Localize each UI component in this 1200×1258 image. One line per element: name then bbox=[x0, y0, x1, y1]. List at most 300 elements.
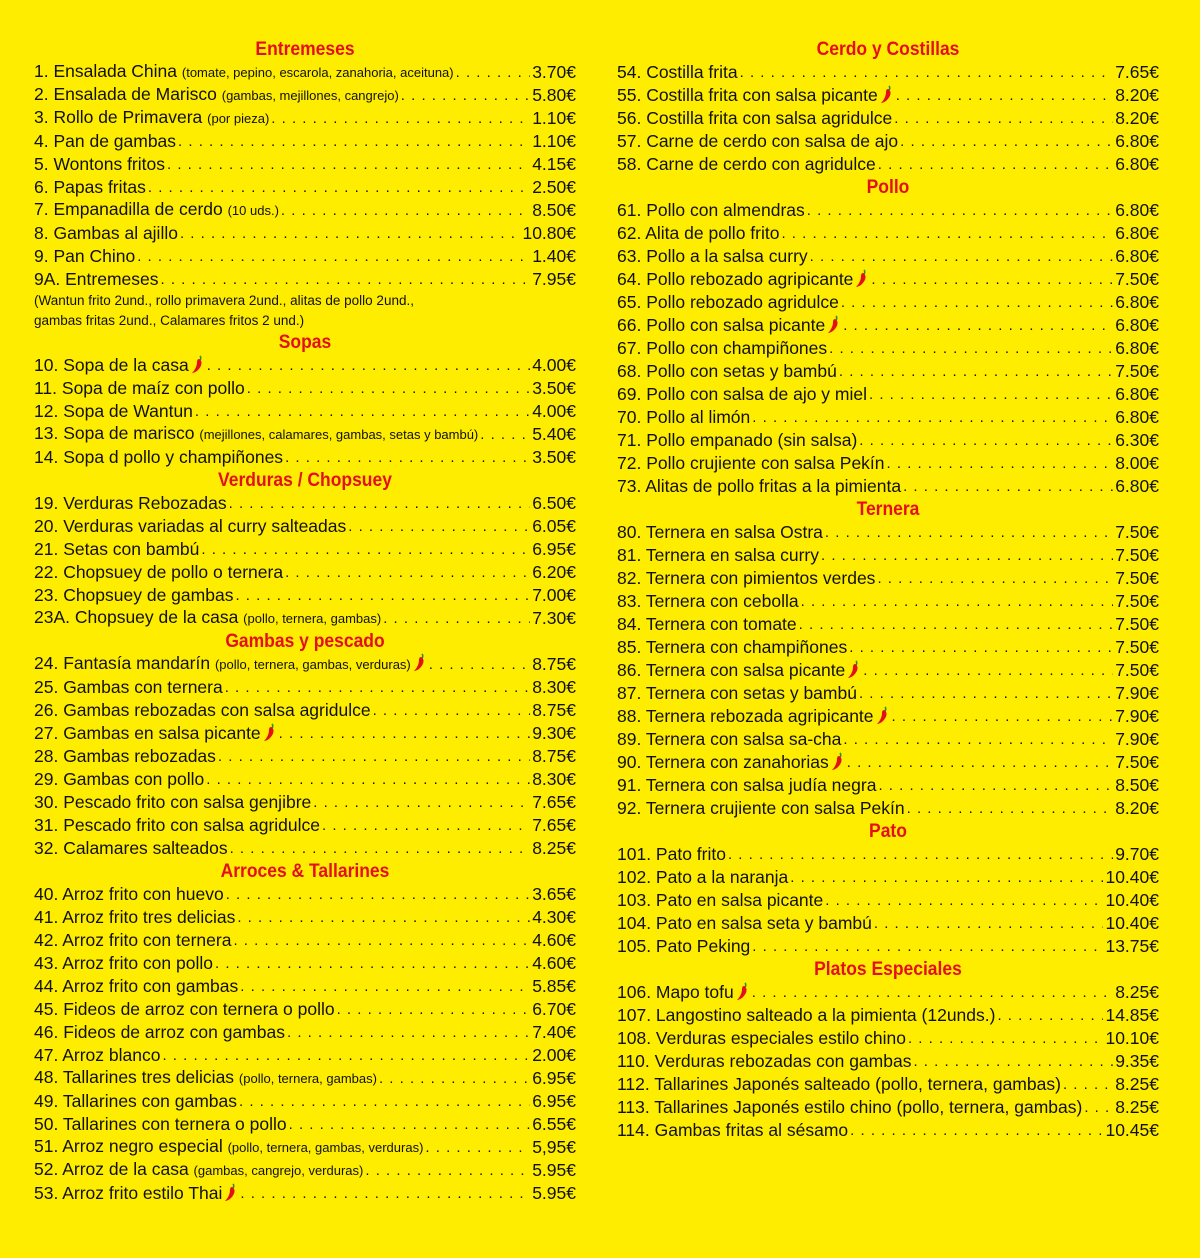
dot-leader bbox=[869, 383, 1113, 406]
item-name: 7. Empanadilla de cerdo bbox=[34, 199, 228, 219]
dot-leader bbox=[825, 521, 1113, 544]
item-price: 7.95€ bbox=[532, 269, 576, 289]
dot-leader bbox=[281, 199, 530, 222]
item-name: 82. Ternera con pimientos verdes bbox=[617, 568, 876, 588]
item-name: 110. Verduras rebozadas con gambas bbox=[617, 1051, 912, 1071]
dot-leader bbox=[752, 935, 1103, 958]
menu-item bbox=[34, 538, 576, 561]
menu-item bbox=[617, 774, 1159, 797]
item-name: 24. Fantasía mandarín bbox=[34, 653, 215, 673]
item-name: 47. Arroz blanco bbox=[34, 1045, 161, 1065]
item-name: 86. Ternera con salsa picante bbox=[617, 660, 846, 680]
item-price: 7.50€ bbox=[1115, 614, 1159, 634]
menu-item bbox=[34, 61, 576, 84]
menu-item bbox=[34, 268, 576, 291]
menu-item bbox=[34, 84, 576, 107]
dot-leader bbox=[401, 84, 530, 107]
menu-section-verduras-chopsuey bbox=[34, 469, 576, 630]
item-price: 3.50€ bbox=[532, 378, 576, 398]
menu-item bbox=[617, 751, 1159, 774]
item-price: 7.50€ bbox=[1115, 660, 1159, 680]
menu-item bbox=[617, 613, 1159, 636]
item-name: 5. Wontons fritos bbox=[34, 154, 165, 174]
item-price: 6.80€ bbox=[1115, 338, 1159, 358]
item-price: 8.20€ bbox=[1115, 108, 1159, 128]
item-name: 84. Ternera con tomate bbox=[617, 614, 797, 634]
item-note: (pollo, ternera, gambas) bbox=[238, 1071, 377, 1086]
dot-leader bbox=[313, 791, 530, 814]
item-price: 6.50€ bbox=[532, 493, 576, 513]
menu-item bbox=[34, 1021, 576, 1044]
menu-item bbox=[34, 745, 576, 768]
dot-leader bbox=[913, 1050, 1113, 1073]
item-price: 6.80€ bbox=[1115, 407, 1159, 427]
item-price: 5.95€ bbox=[532, 1183, 576, 1203]
dot-leader bbox=[843, 314, 1113, 337]
dot-leader bbox=[162, 1044, 530, 1067]
item-price: 7.50€ bbox=[1115, 637, 1159, 657]
item-price: 8.00€ bbox=[1115, 453, 1159, 473]
item-name: 69. Pollo con salsa de ajo y miel bbox=[617, 384, 867, 404]
item-price: 1.40€ bbox=[532, 246, 576, 266]
item-note: (mejillones, calamares, gambas, setas y bambú) bbox=[199, 427, 479, 442]
dot-leader bbox=[271, 107, 530, 130]
dot-leader bbox=[801, 590, 1114, 613]
menu-item bbox=[617, 245, 1159, 268]
item-price: 7.90€ bbox=[1115, 683, 1159, 703]
item-name: 42. Arroz frito con ternera bbox=[34, 930, 232, 950]
item-price: 1.10€ bbox=[532, 108, 576, 128]
dot-leader bbox=[859, 682, 1113, 705]
dot-leader bbox=[215, 952, 530, 975]
dot-leader bbox=[289, 1113, 531, 1136]
dot-leader bbox=[859, 429, 1113, 452]
menu-item bbox=[617, 1027, 1159, 1050]
menu-item bbox=[617, 590, 1159, 613]
item-price: 10.40€ bbox=[1105, 890, 1159, 910]
menu-item bbox=[34, 929, 576, 952]
dot-leader bbox=[240, 975, 530, 998]
menu-item bbox=[617, 866, 1159, 889]
dot-leader bbox=[997, 1004, 1103, 1027]
item-price: 14.85€ bbox=[1105, 1005, 1159, 1025]
dot-leader bbox=[167, 153, 530, 176]
item-price: 4.60€ bbox=[532, 930, 576, 950]
item-name: 65. Pollo rebozado agridulce bbox=[617, 292, 839, 312]
item-name: 103. Pato en salsa picante bbox=[617, 890, 824, 910]
dot-leader bbox=[752, 406, 1113, 429]
chili-pepper-icon bbox=[847, 660, 861, 679]
item-price: 6.80€ bbox=[1115, 154, 1159, 174]
menu-item bbox=[617, 452, 1159, 475]
dot-leader bbox=[887, 452, 1114, 475]
menu-item bbox=[617, 291, 1159, 314]
item-name: 70. Pollo al limón bbox=[617, 407, 751, 427]
item-note: (pollo, ternera, gambas, verduras) bbox=[214, 657, 411, 672]
menu-item bbox=[617, 475, 1159, 498]
menu-item bbox=[34, 1067, 576, 1090]
dot-leader bbox=[235, 584, 530, 607]
section-title: Sopas bbox=[278, 332, 332, 353]
dot-leader bbox=[752, 981, 1113, 1004]
item-price: 5.40€ bbox=[532, 424, 576, 444]
menu-item bbox=[617, 337, 1159, 360]
menu-item bbox=[34, 1182, 576, 1205]
dot-leader bbox=[207, 354, 531, 377]
item-price: 10.40€ bbox=[1105, 913, 1159, 933]
item-name: 92. Ternera crujiente con salsa Pekín bbox=[617, 798, 905, 818]
item-price: 8.25€ bbox=[1115, 982, 1159, 1002]
item-note: (tomate, pepino, escarola, zanahoria, aceituna) bbox=[181, 65, 454, 80]
item-name: 105. Pato Peking bbox=[617, 936, 751, 956]
menu-item bbox=[34, 676, 576, 699]
dot-leader bbox=[892, 705, 1114, 728]
item-price: 5.95€ bbox=[532, 1160, 576, 1180]
menu-item bbox=[34, 400, 576, 423]
menu-item bbox=[34, 1044, 576, 1067]
item-name: 58. Carne de cerdo con agridulce bbox=[617, 154, 876, 174]
dot-leader bbox=[237, 906, 530, 929]
item-price: 4.60€ bbox=[532, 953, 576, 973]
dot-leader bbox=[894, 107, 1113, 130]
item-price: 7.50€ bbox=[1115, 522, 1159, 542]
menu-item bbox=[617, 199, 1159, 222]
menu-item bbox=[34, 906, 576, 929]
item-name: 10. Sopa de la casa bbox=[34, 355, 189, 375]
item-name: 45. Fideos de arroz con ternera o pollo bbox=[34, 999, 335, 1019]
item-price: 6.80€ bbox=[1115, 246, 1159, 266]
item-price: 9.35€ bbox=[1115, 1051, 1159, 1071]
dot-leader bbox=[821, 544, 1113, 567]
item-name: 57. Carne de cerdo con salsa de ajo bbox=[617, 131, 899, 151]
menu-section-pato bbox=[617, 820, 1159, 958]
menu-column-left bbox=[34, 38, 576, 1205]
menu-item bbox=[617, 429, 1159, 452]
item-name: 53. Arroz frito estilo Thai bbox=[34, 1183, 223, 1203]
item-price: 9.30€ bbox=[532, 723, 576, 743]
menu-item bbox=[617, 1004, 1159, 1027]
chili-pepper-icon bbox=[855, 269, 869, 288]
item-price: 7.50€ bbox=[1115, 752, 1159, 772]
item-price: 6.80€ bbox=[1115, 384, 1159, 404]
item-name: 55. Costilla frita con salsa picante bbox=[617, 85, 878, 105]
item-name: 90. Ternera con zanahorias bbox=[617, 752, 829, 772]
menu-item bbox=[617, 912, 1159, 935]
menu-section-entremeses bbox=[34, 38, 576, 331]
menu-section-cerdo-y-costillas bbox=[617, 38, 1159, 176]
dot-leader bbox=[148, 176, 530, 199]
menu-item bbox=[617, 268, 1159, 291]
dot-leader bbox=[850, 1119, 1103, 1142]
menu-item bbox=[34, 722, 576, 745]
dot-leader bbox=[239, 1090, 530, 1113]
item-price: 7.30€ bbox=[532, 608, 576, 628]
item-price: 5.85€ bbox=[532, 976, 576, 996]
dot-leader bbox=[908, 1027, 1104, 1050]
chili-pepper-icon bbox=[736, 982, 750, 1001]
dot-leader bbox=[807, 199, 1113, 222]
item-price: 5,95€ bbox=[532, 1137, 576, 1157]
menu-item bbox=[34, 1090, 576, 1113]
item-name: 63. Pollo a la salsa curry bbox=[617, 246, 808, 266]
dot-leader bbox=[896, 84, 1114, 107]
chili-pepper-icon bbox=[831, 752, 845, 771]
menu-item bbox=[34, 883, 576, 906]
dot-leader bbox=[843, 728, 1113, 751]
item-name: 4. Pan de gambas bbox=[34, 131, 177, 151]
item-price: 2.00€ bbox=[532, 1045, 576, 1065]
menu-section-pollo bbox=[617, 176, 1159, 498]
item-price: 6.30€ bbox=[1115, 430, 1159, 450]
menu-item bbox=[617, 1096, 1159, 1119]
menu-item bbox=[34, 1136, 576, 1159]
menu-item bbox=[34, 998, 576, 1021]
item-price: 8.30€ bbox=[532, 769, 576, 789]
item-price: 6.20€ bbox=[532, 562, 576, 582]
dot-leader bbox=[365, 1159, 530, 1182]
item-name: 21. Setas con bambú bbox=[34, 539, 200, 559]
item-price: 7.90€ bbox=[1115, 729, 1159, 749]
dot-leader bbox=[456, 61, 531, 84]
item-name: 13. Sopa de marisco bbox=[34, 423, 200, 443]
menu-item bbox=[34, 607, 576, 630]
menu-item bbox=[617, 1119, 1159, 1142]
menu-item bbox=[617, 567, 1159, 590]
item-name: 64. Pollo rebozado agripicante bbox=[617, 269, 854, 289]
menu-item bbox=[34, 837, 576, 860]
chili-pepper-icon bbox=[224, 1183, 238, 1202]
menu-item bbox=[34, 354, 576, 377]
dot-leader bbox=[287, 1021, 530, 1044]
item-price: 5.80€ bbox=[532, 85, 576, 105]
item-price: 8.50€ bbox=[532, 200, 576, 220]
dot-leader bbox=[195, 400, 530, 423]
menu-item bbox=[617, 659, 1159, 682]
item-name: 113. Tallarines Japonés estilo chino (pollo, ternera, gambas) bbox=[617, 1097, 1083, 1117]
menu-column-right bbox=[617, 38, 1159, 1142]
item-name: 102. Pato a la naranja bbox=[617, 867, 789, 887]
dot-leader bbox=[878, 774, 1113, 797]
item-name: 108. Verduras especiales estilo chino bbox=[617, 1028, 906, 1048]
menu-item bbox=[617, 705, 1159, 728]
dot-leader bbox=[841, 291, 1113, 314]
menu-item bbox=[617, 84, 1159, 107]
dot-leader bbox=[285, 446, 530, 469]
section-title: Platos Especiales bbox=[814, 959, 962, 980]
item-name: 25. Gambas con ternera bbox=[34, 677, 223, 697]
menu-item bbox=[34, 130, 576, 153]
menu-item bbox=[617, 797, 1159, 820]
menu-item bbox=[617, 889, 1159, 912]
item-name: 68. Pollo con setas y bambú bbox=[617, 361, 837, 381]
dot-leader bbox=[728, 843, 1113, 866]
item-name: 52. Arroz de la casa bbox=[34, 1159, 194, 1179]
item-name: 89. Ternera con salsa sa-cha bbox=[617, 729, 842, 749]
item-name: 1. Ensalada China bbox=[34, 61, 182, 81]
menu-item bbox=[34, 699, 576, 722]
section-title: Pollo bbox=[866, 177, 910, 198]
item-price: 10.10€ bbox=[1105, 1028, 1159, 1048]
item-name: 44. Arroz frito con gambas bbox=[34, 976, 239, 996]
menu-item bbox=[617, 728, 1159, 751]
item-name: 62. Alita de pollo frito bbox=[617, 223, 780, 243]
dot-leader bbox=[178, 130, 530, 153]
menu-item bbox=[617, 1073, 1159, 1096]
menu-item bbox=[34, 1113, 576, 1136]
item-name: 19. Verduras Rebozadas bbox=[34, 493, 227, 513]
item-name: 23. Chopsuey de gambas bbox=[34, 585, 234, 605]
dot-leader bbox=[1084, 1096, 1113, 1119]
item-name: 88. Ternera rebozada agripicante bbox=[617, 706, 874, 726]
item-price: 6.70€ bbox=[532, 999, 576, 1019]
menu-item bbox=[617, 107, 1159, 130]
item-name: 49. Tallarines con gambas bbox=[34, 1091, 237, 1111]
dot-leader bbox=[829, 337, 1113, 360]
dot-leader bbox=[279, 722, 531, 745]
menu-item bbox=[34, 584, 576, 607]
menu-item bbox=[617, 383, 1159, 406]
item-price: 8.75€ bbox=[532, 746, 576, 766]
item-name: 6. Papas fritas bbox=[34, 177, 146, 197]
item-name: 101. Pato frito bbox=[617, 844, 726, 864]
item-price: 7.65€ bbox=[532, 792, 576, 812]
menu-item bbox=[34, 153, 576, 176]
menu-item bbox=[617, 406, 1159, 429]
chili-pepper-icon bbox=[191, 355, 205, 374]
dot-leader bbox=[874, 912, 1104, 935]
item-price: 7.40€ bbox=[532, 1022, 576, 1042]
item-name: 112. Tallarines Japonés salteado (pollo, ternera, gambas) bbox=[617, 1074, 1061, 1094]
menu-item bbox=[617, 935, 1159, 958]
item-name: 81. Ternera en salsa curry bbox=[617, 545, 820, 565]
item-name: 83. Ternera con cebolla bbox=[617, 591, 799, 611]
dot-leader bbox=[383, 607, 530, 630]
item-price: 1.10€ bbox=[532, 131, 576, 151]
item-price: 7.50€ bbox=[1115, 269, 1159, 289]
dot-leader bbox=[781, 222, 1113, 245]
item-name: 30. Pescado frito con salsa genjibre bbox=[34, 792, 312, 812]
item-name: 28. Gambas rebozadas bbox=[34, 746, 216, 766]
menu-item bbox=[34, 561, 576, 584]
item-name: 66. Pollo con salsa picante bbox=[617, 315, 826, 335]
item-note: (10 uds.) bbox=[227, 203, 279, 218]
item-price: 6.80€ bbox=[1115, 315, 1159, 335]
section-title: Cerdo y Costillas bbox=[816, 39, 960, 60]
item-price: 7.50€ bbox=[1115, 361, 1159, 381]
item-price: 13.75€ bbox=[1105, 936, 1159, 956]
item-name: 3. Rollo de Primavera bbox=[34, 107, 208, 127]
item-note: (gambas, cangrejo, verduras) bbox=[193, 1163, 364, 1178]
section-title: Arroces & Tallarines bbox=[220, 861, 390, 882]
item-price: 8.20€ bbox=[1115, 798, 1159, 818]
item-name: 41. Arroz frito tres delicias bbox=[34, 907, 236, 927]
chili-pepper-icon bbox=[413, 653, 427, 672]
menu-item bbox=[34, 1159, 576, 1182]
dot-leader bbox=[480, 423, 530, 446]
dot-leader bbox=[201, 538, 530, 561]
section-title: Ternera bbox=[856, 499, 920, 520]
dot-leader bbox=[871, 268, 1113, 291]
item-price: 7.50€ bbox=[1115, 591, 1159, 611]
dot-leader bbox=[847, 751, 1113, 774]
item-name: 61. Pollo con almendras bbox=[617, 200, 805, 220]
dot-leader bbox=[863, 659, 1113, 682]
dot-leader bbox=[1063, 1073, 1113, 1096]
item-price: 4.00€ bbox=[532, 355, 576, 375]
item-note: (por pieza) bbox=[207, 111, 270, 126]
item-name: 27. Gambas en salsa picante bbox=[34, 723, 261, 743]
dot-leader bbox=[247, 377, 530, 400]
dot-leader bbox=[240, 1182, 530, 1205]
menu-item bbox=[617, 843, 1159, 866]
item-name: 12. Sopa de Wantun bbox=[34, 401, 193, 421]
item-price: 10.40€ bbox=[1105, 867, 1159, 887]
dot-leader bbox=[230, 837, 531, 860]
dot-leader bbox=[180, 222, 521, 245]
section-title: Verduras / Chopsuey bbox=[218, 470, 392, 491]
item-price: 6.95€ bbox=[532, 1091, 576, 1111]
dot-leader bbox=[337, 998, 531, 1021]
item-name: 72. Pollo crujiente con salsa Pekín bbox=[617, 453, 885, 473]
item-name: 51. Arroz negro especial bbox=[34, 1136, 228, 1156]
menu-item bbox=[34, 768, 576, 791]
dot-leader bbox=[740, 61, 1114, 84]
item-price: 8.75€ bbox=[532, 700, 576, 720]
item-name: 43. Arroz frito con pollo bbox=[34, 953, 213, 973]
item-price: 7.90€ bbox=[1115, 706, 1159, 726]
dot-leader bbox=[429, 653, 530, 676]
item-name: 54. Costilla frita bbox=[617, 62, 738, 82]
menu-section-gambas-y-pescado bbox=[34, 630, 576, 860]
chili-pepper-icon bbox=[827, 315, 841, 334]
dot-leader bbox=[849, 636, 1113, 659]
item-price: 7.50€ bbox=[1115, 568, 1159, 588]
item-name: 80. Ternera en salsa Ostra bbox=[617, 522, 823, 542]
item-price: 6.80€ bbox=[1115, 200, 1159, 220]
menu-item bbox=[617, 981, 1159, 1004]
item-price: 10.80€ bbox=[522, 223, 576, 243]
item-price: 3.65€ bbox=[532, 884, 576, 904]
item-name: 14. Sopa d pollo y champiñones bbox=[34, 447, 284, 467]
item-price: 6.80€ bbox=[1115, 223, 1159, 243]
item-price: 8.25€ bbox=[532, 838, 576, 858]
item-name: 67. Pollo con champiñones bbox=[617, 338, 828, 358]
menu-item bbox=[617, 682, 1159, 705]
item-price: 4.30€ bbox=[532, 907, 576, 927]
item-name: 48. Tallarines tres delicias bbox=[34, 1067, 239, 1087]
dot-leader bbox=[810, 245, 1114, 268]
item-price: 3.70€ bbox=[532, 62, 576, 82]
menu-section-ternera bbox=[617, 498, 1159, 820]
item-price: 6.80€ bbox=[1115, 131, 1159, 151]
item-price: 6.80€ bbox=[1115, 292, 1159, 312]
item-price: 3.50€ bbox=[532, 447, 576, 467]
menu-item bbox=[34, 952, 576, 975]
dot-leader bbox=[825, 889, 1103, 912]
item-price: 6.95€ bbox=[532, 539, 576, 559]
menu-item bbox=[34, 791, 576, 814]
menu-item bbox=[617, 314, 1159, 337]
menu-item bbox=[34, 377, 576, 400]
menu-item bbox=[617, 1050, 1159, 1073]
item-price: 9.70€ bbox=[1115, 844, 1159, 864]
menu-item bbox=[34, 446, 576, 469]
dot-leader bbox=[161, 268, 531, 291]
item-name: 71. Pollo empanado (sin salsa) bbox=[617, 430, 858, 450]
item-name: 104. Pato en salsa seta y bambú bbox=[617, 913, 872, 933]
item-price: 8.25€ bbox=[1115, 1074, 1159, 1094]
dot-leader bbox=[226, 883, 531, 906]
